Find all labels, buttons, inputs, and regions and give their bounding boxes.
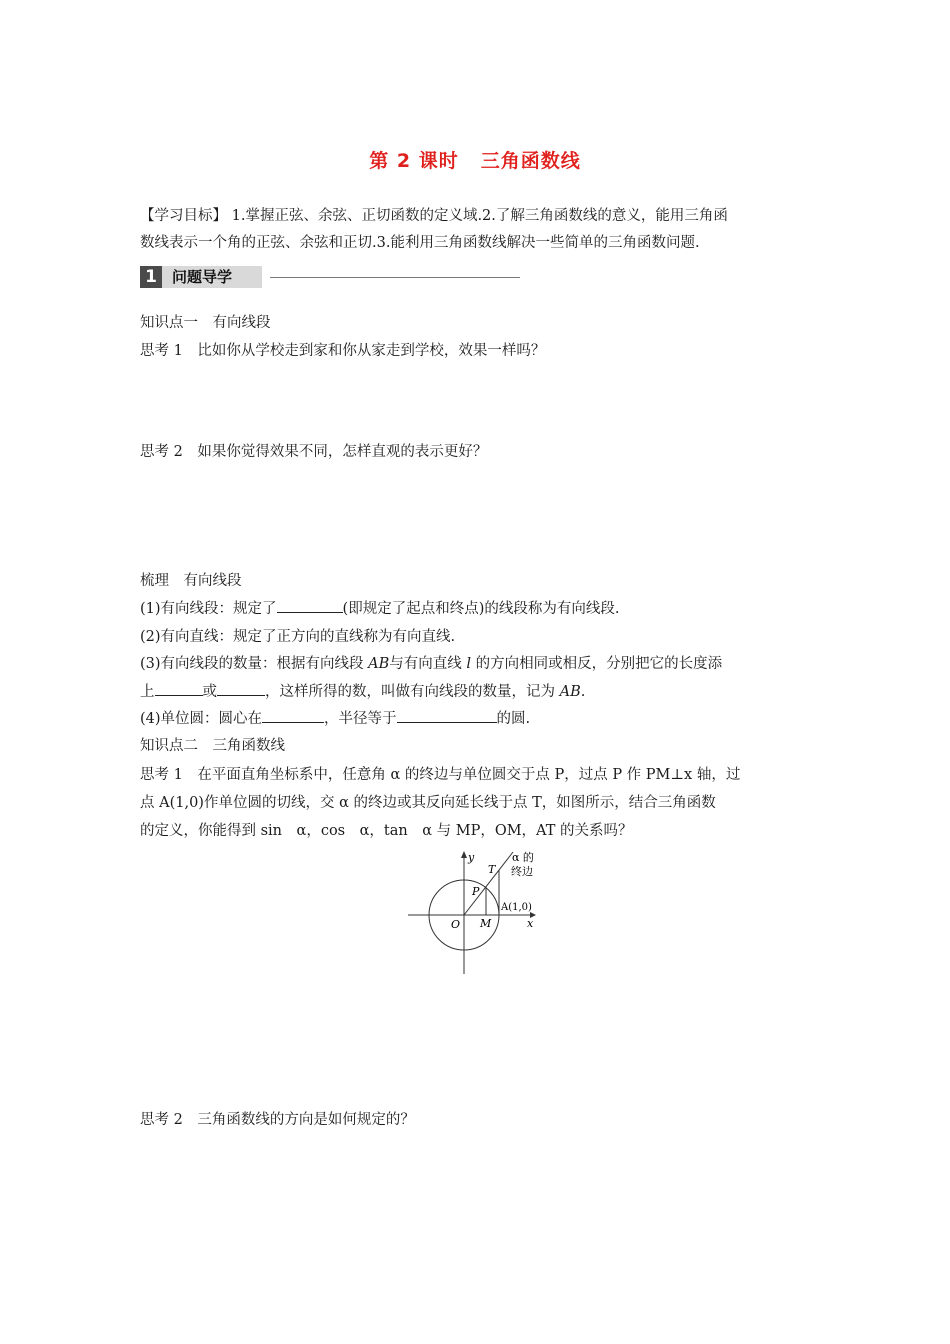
terminal-side-label-2: 终边 [511,865,533,878]
k2-think-1-line-3: 的定义，你能得到 sin α，cos α，tan α 与 MP，OM，AT 的关系吗？ [140,823,633,839]
point-p-label: P [472,885,480,898]
section-header [140,266,520,288]
k2-think-1-line-2: 点 A(1,0)作单位圆的切线，交 α 的终边或其反向延长线于点 T，如图所示，结合三角函数 [140,795,716,811]
summary-item-3-text-c: 的方向相同或相反，分别把它的长度添 [471,656,723,672]
x-label: x [527,917,534,930]
summary-item-1-text-b: (即规定了起点和终点)的线段称为有向线段. [342,601,620,617]
blank-5[interactable] [397,708,497,723]
k2-think-2: 思考 2 三角函数线的方向是如何规定的？ [140,1112,415,1128]
lesson-number: 第 2 课时 [369,150,459,172]
objectives-line-2: 数线表示一个角的正弦、余弦和正切.3.能利用三角函数线解决一些简单的三角函数问题. [140,235,700,251]
summary-item-1-text-a: (1)有向线段：规定了 [140,601,277,617]
blank-4[interactable] [262,708,324,723]
lesson-topic: 三角函数线 [480,150,581,172]
k1-think-1: 思考 1 比如你从学校走到家和你从家走到学校，效果一样吗？ [140,343,546,359]
summary-item-3-text-a: (3)有向线段的数量：根据有向线段 [140,656,369,672]
k2-think-1-line-1: 思考 1 在平面直角坐标系中，任意角 α 的终边与单位圆交于点 P，过点 P 作 PM⊥x 轴，过 [140,767,741,783]
segment-ab-value: AB [559,684,581,700]
summary-item-4-text-b: ，半径等于 [324,711,397,727]
y-axis-arrow [461,851,467,858]
summary-item-3-text-f: ，这样所得的数，叫做有向线段的数量，记为 [265,684,560,700]
knowledge-point-2-heading: 知识点二 三角函数线 [140,738,285,754]
k1-think-2: 思考 2 如果你觉得效果不同，怎样直观的表示更好？ [140,444,488,460]
blank-2[interactable] [155,681,203,696]
y-label: y [468,851,475,864]
section-rule [270,277,520,278]
summary-item-2: (2)有向直线：规定了正方向的直线称为有向直线. [140,629,456,645]
terminal-side-label-1: α 的 [512,851,534,864]
summary-item-3 [140,654,722,674]
summary-item-3-text-b: 与有向直线 [389,656,467,672]
summary-item-3-text-h: . [580,684,586,700]
lesson-title [0,146,950,173]
summary-heading: 梳理 有向线段 [140,573,242,589]
blank-3[interactable] [217,681,265,696]
summary-item-3-text-d: 上 [140,684,155,700]
unit-circle-diagram [400,844,550,978]
point-t-label: T [488,863,496,876]
summary-item-1 [140,598,619,619]
section-number: 1 [140,266,162,288]
summary-item-4-text-c: 的圆. [496,711,531,727]
blank-1[interactable] [277,598,343,613]
segment-ab: AB [368,656,390,672]
summary-item-3-cont [140,681,585,702]
line-l: l [466,656,472,672]
summary-item-4 [140,708,530,729]
knowledge-point-1-heading: 知识点一 有向线段 [140,315,271,331]
origin-label: O [451,918,461,931]
summary-item-3-text-e: 或 [202,684,217,700]
point-m-label: M [480,917,492,930]
point-a-label: A(1,0) [501,902,532,913]
section-label: 问题导学 [162,266,262,288]
summary-item-4-text-a: (4)单位圆：圆心在 [140,711,263,727]
objectives-line-1: 【学习目标】 1.掌握正弦、余弦、正切函数的定义域.2.了解三角函数线的意义，能用三角函 [140,208,728,224]
